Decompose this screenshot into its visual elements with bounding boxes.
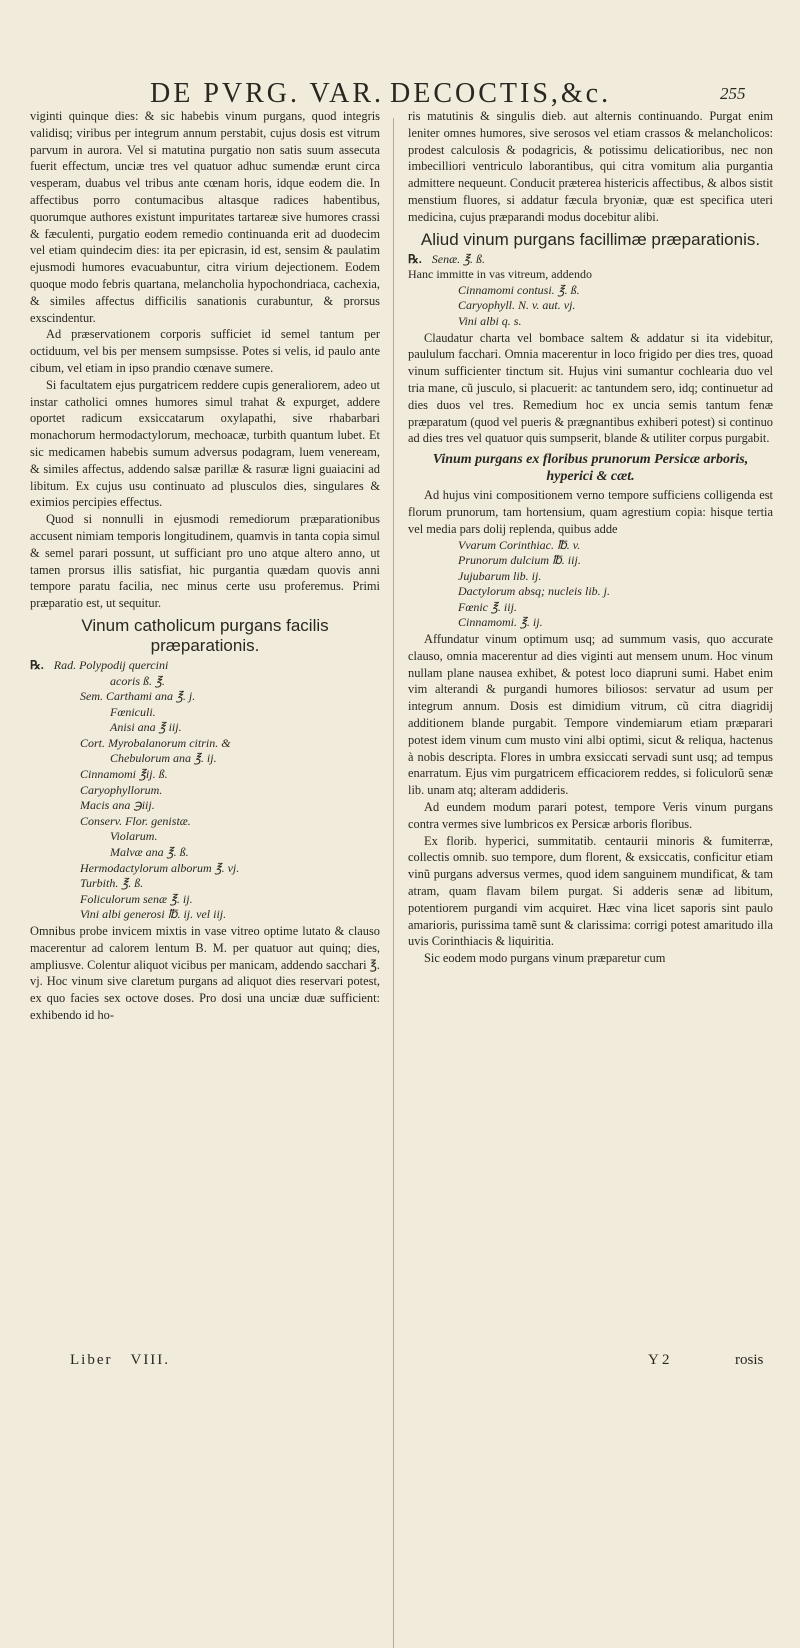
paragraph: ris matutinis & singulis dieb. aut alternis continuando. Purgat enim leniter omnes humores, sive serosos vel etiam crassos & melancholicos: prodest calculosis & podagricis, & potissimu delicatioribus, nec non imbecilliori ventriculo laborantibus, qui citra vomitum alia purgantia admittere nequeunt. Conducit præterea histericis affectibus, & albos sistit menstium fluores, si addatur fæcula bryoniæ, quæ est specifica uteri medicina, cujus præparandi modus docebitur alibi. [408,109,773,224]
recipe-line: Jujubarum lib. ij. [458,568,542,583]
section-heading: Vinum catholicum purgans facilis præparationis. [81,615,329,655]
recipe-line: acoris ß. ℥. [110,673,165,688]
catchword-left-word: Liber [70,1352,113,1368]
column-rule [393,118,394,1648]
paragraph: Ad eundem modum parari potest, tempore Veris vinum purgans contra vermes sive lumbricos ex Persicæ arboris floribus. [408,800,773,831]
recipe-line: Macis ana ℈iij. [80,798,155,813]
section-heading: Vinum purgans ex floribus prunorum Persicæ arboris, hyperici & cæt. [432,452,749,485]
recipe-line: Rad. Polypodij quercini [53,657,169,672]
section-heading: Aliud vinum purgans facillimæ præparationis. [420,229,761,249]
recipe-line: Hanc immitte in vas vitreum, addendo [408,267,592,282]
recipe-list [408,252,773,330]
recipe-line: Violarum. [110,829,158,844]
recipe-line: Foliculorum senæ ℥. ij. [80,891,193,906]
running-head-left: DE PVRG. VAR. [150,78,385,109]
recipe-line: Cinnamomi ℥ij. ß. [80,767,168,782]
signature-mark: Y 2 [648,1352,670,1368]
recipe-line: Anisi ana ℥ iij. [110,720,182,735]
catchword-left [70,1352,170,1369]
recipe-line: Caryophyll. N. v. aut. vj. [458,298,576,313]
recipe-list [30,658,380,923]
recipe-symbol: ℞. [408,251,422,266]
page-footer [0,1352,800,1372]
recipe-line: Vini albi q. s. [458,313,522,328]
recipe-line: Dactylorum absq; nucleis lib. j. [458,584,610,599]
recipe-line: Turbith. ℥. ß. [80,876,144,891]
recipe-line: Fœnic ℥. iij. [458,599,517,614]
recipe-symbol: ℞. [30,657,44,672]
paragraph: viginti quinque dies: & sic habebis vinum purgans, quod integris validisq; viribus per integrum annum perstabit, cujus dosis est vitrum parvum in aurora. Vel si matutina purgatio non satis suum assecuta fuerit effectum, unciæ tres vel quatuor adhuc sumendæ erunt circa vesperam, duabus vel tribus ante cœnam horis, idque eodem die. In affectibus porro contumacibus altasque radices habentibus, quorumque authores existunt impuritates tartareæ sive humores crassi & fæculenti, purgatio eodem remedio continuanda erit ad duodecim vel etiam quindecim dies: ita per epicrasin, id est, sensim & paulatim ejusmodi humores evacuabuntur, citra virium dejectionem. Eodem quoque modo febris quartana, melancholia hypochondriaca, cachexia, & similes affectus difficilis sanationis curabuntur, & prorsus exscindentur. [30,109,380,325]
paragraph: Claudatur charta vel bombace saltem & addatur si ita videbitur, paululum facchari. Omnia macerentur in loco frigido per dies tres, quoad vinum sufficienter tinctum sit. Hujus vini sumantur cochlearia duo vel tria mane, cũ jusculo, si placuerit: ac tantundem sero, idq; continuetur ad dies duos vel tres. Remedium hoc ex uncia semis tantum fenæ præparatum (quod vel pueris & prægnantibus exhiberi potest) si continuo ad dies tres vel quatuor quis sumpserit, blande & utiliter corpus purgabit. [408,330,773,446]
recipe-line: Malvæ ana ℥. ß. [110,845,189,860]
page-number: 255 [720,84,746,103]
right-column [408,108,773,967]
recipe-line: Vvarum Corinthiac. ℔. v. [458,537,581,552]
paragraph: Ad præservationem corporis sufficiet id semel tantum per octiduum, vel bis per mensem sumpsisse. Potes si velis, id paulo ante cibum, vel etiam in ipso prandio cœnave sumere. [30,327,380,375]
paragraph: Ad hujus vini compositionem verno tempore sufficiens colligenda est florum prunorum, tam hortensium, quam agrestium copia: hisque tertia vel media pars dolij replenda, quibus adde [408,488,773,536]
paragraph: Si facultatem ejus purgatricem reddere cupis generaliorem, adeo ut instar catholici omnes humores simul trahat & expurget, addere oportet radicum exsiccatarum oxylapathi, sive rhabarbari monachorum hermodactylorum, mechoacæ, turbith quantum lubet. Et sic medicamen habebis sumum adversus podagram, luem veneream, & similes affectus, addendo salsæ parillæ & rasuræ ligni guaiacini ad libitum. Ex cujus usu continuato ad plusculos dies, singulares & eximios percipies effectus. [30,377,380,510]
catchword-right: rosis [735,1352,764,1368]
left-column [30,108,380,1024]
recipe-line: Conserv. Flor. genistæ. [80,813,191,828]
recipe-line: Cort. Myrobalanorum citrin. & [80,735,231,750]
recipe-line: Vini albi generosi ℔. ij. vel iij. [80,907,227,922]
catchword-left-number: VIII. [130,1352,171,1368]
recipe-line: Prunorum dulcium ℔. iij. [458,553,581,568]
running-head-right: DECOCTIS,&c. [390,78,612,109]
paragraph: Quod si nonnulli in ejusmodi remediorum præparationibus accusent nimiam temporis longitudinem, quamvis in tanta copia simul & semel parari possunt, ut sufficiant pro uno atque altero anno, ut tamen prorsus illis satisfiat, hic purgantia quædam quovis anni tempore paratu facilia, nec minus certe usu proferemus. Primi præparatio est, ut sequitur. [30,512,380,611]
recipe-line: Cinnamomi contusi. ℥. ß. [458,282,580,297]
recipe-line: Hermodactylorum alborum ℥. vj. [80,860,240,875]
paragraph: Ex florib. hyperici, summitatib. centaurii minoris & fumiterræ, collectis omnib. suo tempore, dum florent, & exsiccatis, conficitur etiam vinũ purgans adversus vermes, quod idem sanguinem mundificat, & tam atram, quam flavam bilem purgat. Si adderis senæ ad libitum, potentiorem purgandi vim acquiret. Hæc vina licet saporis sint paulo amarioris, purissima tamẽ sunt & clarissima: corrigi potest amaritudo illa uvis Corinthiacis & liquiritia. [408,833,773,949]
running-head [0,78,800,112]
recipe-line: Fœniculi. [110,704,156,719]
recipe-line: Sem. Carthami ana ℥. j. [80,689,196,704]
recipe-line: Cinnamomi. ℥. ij. [458,615,543,630]
paragraph: Omnibus probe invicem mixtis in vase vitreo optime lutato & clauso macerentur ad calorem lentum B. M. per quatuor aut quinq; dies, ampliusve. Colentur aliquot vicibus per manicam, addendo sacchari ℥. vj. Hoc vinum sive claretum purgans ad aliquot dies reservari potest, ex quo facies sex octove doses. Pro dosi una unciæ duæ sufficient: exhibendo id ho- [30,924,380,1022]
recipe-line: Senæ. ℥. ß. [431,251,486,266]
recipe-line: Chebulorum ana ℥. ij. [110,751,217,766]
paragraph: Sic eodem modo purgans vinum præparetur cum [424,951,666,966]
recipe-line: Caryophyllorum. [80,782,163,797]
recipe-list [408,538,773,632]
paragraph: Affundatur vinum optimum usq; ad summum vasis, quo accurate clauso, omnia macerentur ad dies viginti aut mensem unum. Hoc vinum nullam plane nausea exhibet, & potest loco diapruni sumi. Habet enim vim alterandi & purgandi humores biliosos: servatur ad usum per integrum annum. Dosis est dimidium vitrum, cũ citra diagridij additionem blande purgabit. Tempore vindemiarum etiam præparari potest idem vinum cum musto vini albi optimi, sicut & reliqua, hactenus à nobis descripta. Flores in umbra exsiccati servadi sunt usq; ad tempus enarratum. Ejus vim purgatricem efficaciorem reddes, si foliculorũ senæ lib. unam atq; alteram addideris. [408,632,773,798]
